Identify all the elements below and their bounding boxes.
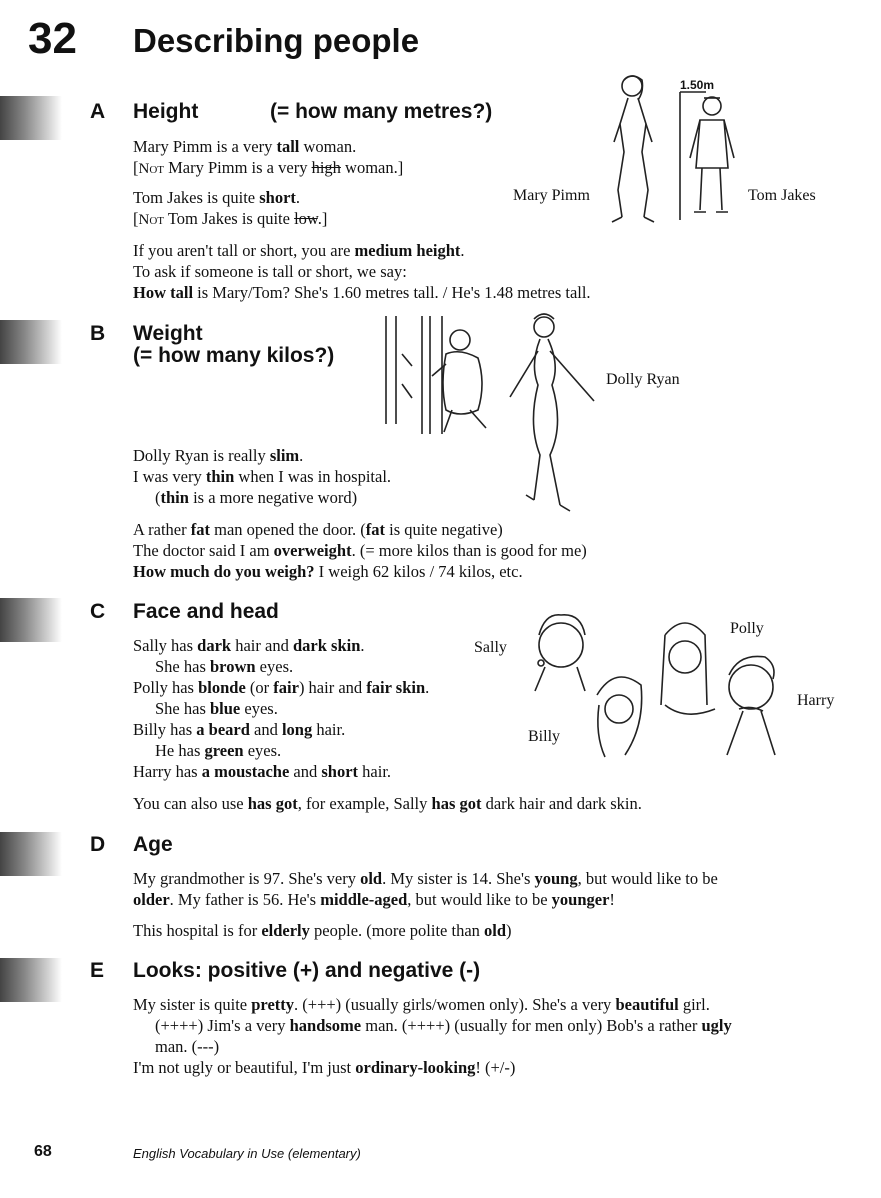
book-title: English Vocabulary in Use (elementary) <box>133 1146 361 1161</box>
section-c-line: Harry has a moustache and short hair. <box>133 762 392 781</box>
section-a-line: Mary Pimm is a very tall woman. <box>133 137 357 156</box>
section-c-line: Sally has dark hair and dark skin. <box>133 636 365 655</box>
section-c-line: Polly has blonde (or fair) hair and fair skin. <box>133 678 430 697</box>
section-e-line: (++++) Jim's a very handsome man. (++++) (usually for men only) Bob's a rather ugly <box>155 1016 732 1035</box>
label-height-mark: 1.50m <box>680 78 715 92</box>
section-c-letter: C <box>90 600 106 623</box>
section-c-line: She has brown eyes. <box>155 657 294 676</box>
section-d-line: This hospital is for elderly people. (more polite than old) <box>133 921 512 940</box>
section-c-line: She has blue eyes. <box>155 699 278 718</box>
section-d-title: Age <box>133 833 173 856</box>
section-b-line: How much do you weigh? I weigh 62 kilos / 74 kilos, etc. <box>133 562 523 581</box>
unit-title: Describing people <box>133 22 420 59</box>
section-a-letter: A <box>90 100 106 123</box>
label-harry: Harry <box>797 692 835 709</box>
section-a-line: To ask if someone is tall or short, we say: <box>133 262 407 281</box>
section-c-title: Face and head <box>133 600 279 623</box>
section-d-line: My grandmother is 97. She's very old. My sister is 14. She's young, but would like to be <box>133 869 718 888</box>
section-b-line: Dolly Ryan is really slim. <box>133 446 304 465</box>
label-sally: Sally <box>474 639 507 656</box>
section-d-tab <box>0 832 62 876</box>
unit-number: 32 <box>28 14 77 63</box>
section-d-letter: D <box>90 833 106 856</box>
fat-man-door-illustration <box>382 314 502 439</box>
section-e-letter: E <box>90 959 105 982</box>
section-c-line: He has green eyes. <box>155 741 282 760</box>
label-tom-jakes: Tom Jakes <box>748 187 816 204</box>
mary-pimm-illustration <box>608 72 658 227</box>
section-e-title: Looks: positive (+) and negative (-) <box>133 959 481 982</box>
section-e-line: man. (---) <box>155 1037 220 1056</box>
section-e-line: My sister is quite pretty. (+++) (usually girls/women only). She's a very beautiful girl. <box>133 995 710 1014</box>
section-c-tab <box>0 598 62 642</box>
section-a-line: Tom Jakes is quite short. <box>133 188 301 207</box>
section-a-line: How tall is Mary/Tom? She's 1.60 metres tall. / He's 1.48 metres tall. <box>133 283 591 302</box>
section-b-line: The doctor said I am overweight. (= more kilos than is good for me) <box>133 541 587 560</box>
section-c-line: Billy has a beard and long hair. <box>133 720 346 739</box>
tom-jakes-illustration <box>676 88 746 228</box>
section-c-line: You can also use has got, for example, Sally has got dark hair and dark skin. <box>133 794 642 813</box>
section-b-line: I was very thin when I was in hospital. <box>133 467 392 486</box>
section-a-tab <box>0 96 62 140</box>
section-d-line: older. My father is 56. He's middle-aged, but would like to be younger! <box>133 890 615 909</box>
label-polly: Polly <box>730 620 764 637</box>
section-b-line: A rather fat man opened the door. (fat is quite negative) <box>133 520 503 539</box>
section-b-subtitle: (= how many kilos?) <box>133 344 335 367</box>
label-billy: Billy <box>528 728 561 745</box>
section-e-line: I'm not ugly or beautiful, I'm just ordinary-looking! (+/-) <box>133 1058 516 1077</box>
section-b-title: Weight <box>133 322 203 345</box>
section-a-line: If you aren't tall or short, you are medium height. <box>133 241 465 260</box>
section-a-subtitle: (= how many metres?) <box>270 100 493 123</box>
section-b-line: (thin is a more negative word) <box>155 488 358 507</box>
section-a-line: [Not Mary Pimm is a very high woman.] <box>133 158 404 177</box>
page-number: 68 <box>34 1143 52 1160</box>
dolly-ryan-illustration <box>500 305 610 515</box>
label-dolly-ryan: Dolly Ryan <box>606 371 680 388</box>
section-b-tab <box>0 320 62 364</box>
section-b-letter: B <box>90 322 106 345</box>
section-a-title: Height <box>133 100 199 123</box>
section-e-tab <box>0 958 62 1002</box>
faces-illustration <box>515 605 805 765</box>
label-mary-pimm: Mary Pimm <box>513 187 590 204</box>
section-a-line: [Not Tom Jakes is quite low.] <box>133 209 328 228</box>
